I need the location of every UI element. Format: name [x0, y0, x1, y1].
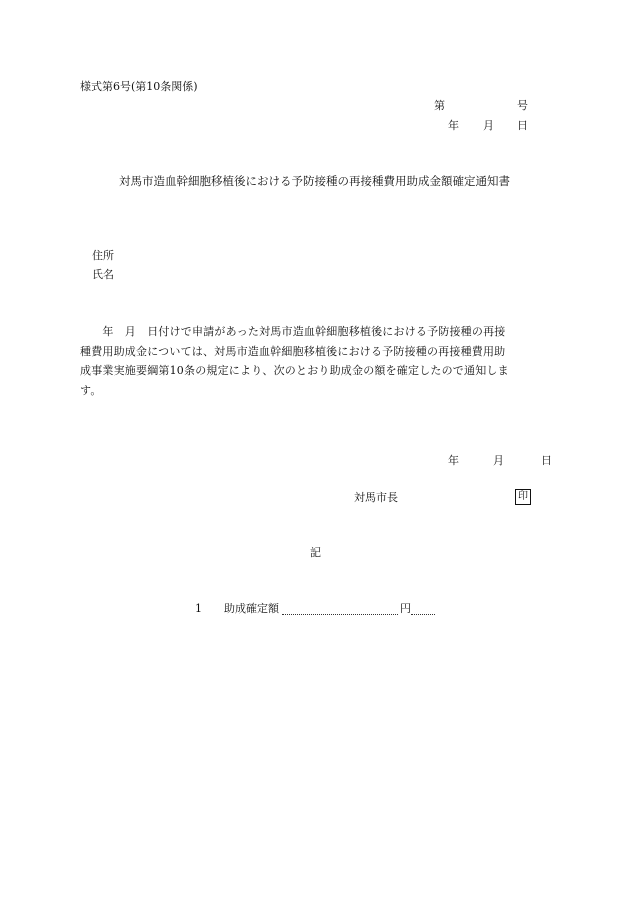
issue-date-month: 月: [493, 454, 504, 467]
item-number: 1: [195, 602, 202, 615]
header-date-year: 年: [448, 119, 459, 132]
name-label: 氏名: [92, 268, 114, 281]
item-label: 助成確定額: [224, 602, 279, 615]
issue-date-year: 年: [448, 454, 459, 467]
document-number-suffix: 号: [517, 99, 528, 112]
form-number: 様式第6号(第10条関係): [80, 80, 198, 93]
issue-date-day: 日: [541, 454, 552, 467]
address-label: 住所: [92, 249, 114, 262]
section-mark: 記: [310, 546, 321, 559]
issuer-title: 対馬市長: [354, 491, 398, 504]
seal-stamp: 印: [515, 489, 531, 505]
document-number-prefix: 第: [434, 99, 445, 112]
item-unit: 円: [400, 602, 411, 615]
body-paragraph: 年 月 日付けで申請があった対馬市造血幹細胞移植後における予防接種の再接 種費用助成金については、対馬市造血幹細胞移植後における予防接種の再接種費用助 成事業実施要綱第10条の規定により、次のとおり助成金の額を確定したので通知しま す。: [80, 325, 509, 397]
header-date-day: 日: [517, 119, 528, 132]
unit-fill-line: [411, 614, 435, 615]
amount-fill-line: [282, 614, 398, 615]
header-date-month: 月: [483, 119, 494, 132]
document-title: 対馬市造血幹細胞移植後における予防接種の再接種費用助成金額確定通知書: [119, 174, 510, 188]
